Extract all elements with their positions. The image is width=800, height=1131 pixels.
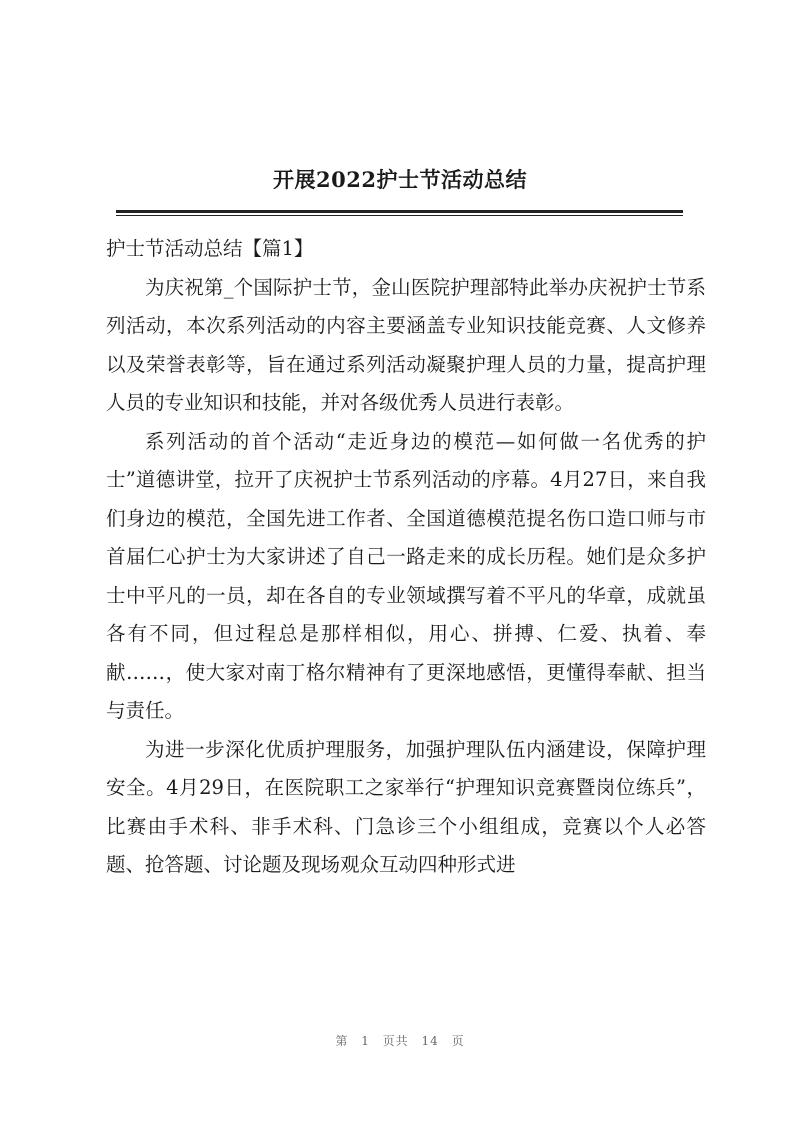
page-footer (0, 1032, 800, 1049)
footer-page-suffix: 页 (451, 1034, 465, 1048)
document-title: 开展2022护士节活动总结 (273, 167, 527, 192)
title-divider (116, 210, 683, 213)
paragraph-2: 系列活动的首个活动“走近身边的模范—如何做一名优秀的护士”道德讲堂，拉开了庆祝护士节系列活动的序幕。4月27日，来自我们身边的模范，全国先进工作者、全国道德模范提名伤口造口师与市首届仁心护士为大家讲述了自己一路走来的成长历程。她们是众多护士中平凡的一员，却在各自的专业领域撰写着不平凡的华章，成就虽各有不同，但过程总是那样相似，用心、拼搏、仁爱、执着、奉献……，使大家对南丁格尔精神有了更深地感悟，更懂得奉献、担当与责任。 (106, 429, 706, 722)
document-body (106, 230, 706, 885)
footer-page-word: 页共 (382, 1034, 409, 1048)
paragraph-3: 为进一步深化优质护理服务，加强护理队伍内涵建设，保障护理安全。4月29日，在医院职工之家举行“护理知识竞赛暨岗位练兵”，比赛由手术科、非手术科、门急诊三个小组组成，竞赛以个人必答题、抢答题、讨论题及现场观众互动四种形式进 (106, 737, 706, 876)
footer-total-pages: 14 (421, 1034, 439, 1048)
section-heading: 护士节活动总结【篇1】 (106, 237, 314, 260)
paragraph-1: 为庆祝第_个国际护士节，金山医院护理部特此举办庆祝护士节系列活动，本次系列活动的内容主要涵盖专业知识技能竞赛、人文修养以及荣誉表彰等，旨在通过系列活动凝聚护理人员的力量，提高护理人员的专业知识和技能，并对各级优秀人员进行表彰。 (106, 275, 706, 414)
footer-page-number: 1 (361, 1034, 370, 1048)
footer-page-label: 第 (335, 1034, 349, 1048)
